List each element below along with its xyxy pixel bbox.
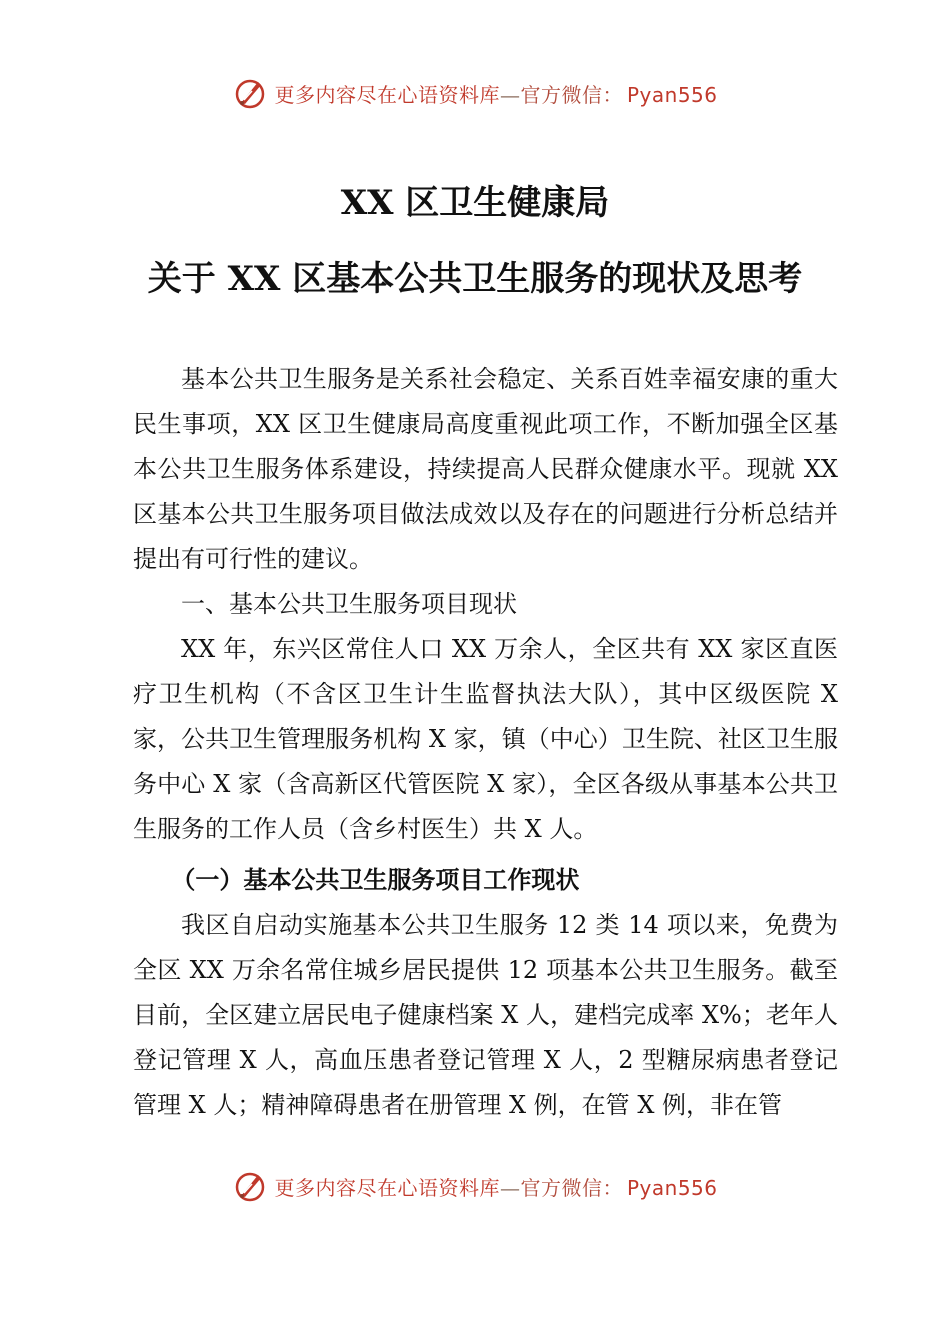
intro-paragraph: 基本公共卫生服务是关系社会稳定、关系百姓幸福安康的重大民生事项，XX 区卫生健康局高度重视此项工作，不断加强全区基本公共卫生服务体系建设，持续提高人民群众健康水平。现就 XX 区基本公共卫生服务项目做法成效以及存在的问题进行分析总结并提出有可行性的建议。: [133, 365, 838, 573]
status-paragraph: XX 年，东兴区常住人口 XX 万余人，全区共有 XX 家区直医疗卫生机构（不含区卫生计生监督执法大队），其中区级医院 X 家，公共卫生管理服务机构 X 家，镇（中心）卫生院、社区卫生服务中心 X 家（含高新区代管医院 X 家），全区各级从事基本公共卫生服务的工作人员（含乡村医生）共 X 人。: [133, 635, 838, 843]
page-title-line2: 关于 XX 区基本公共卫生服务的现状及思考: [147, 259, 803, 299]
watermark-banner-bottom: [0, 1162, 950, 1210]
document-body: [133, 357, 838, 1128]
quill-pen-circle-icon: [232, 1168, 268, 1204]
page-title-line1: XX 区卫生健康局: [340, 183, 610, 223]
watermark-text: 更多内容尽在心语资料库—官方微信： Pyan556: [274, 82, 718, 107]
watermark-text: 更多内容尽在心语资料库—官方微信： Pyan556: [274, 1175, 718, 1200]
work-paragraph: 我区自启动实施基本公共卫生服务 12 类 14 项以来，免费为全区 XX 万余名常住城乡居民提供 12 项基本公共卫生服务。截至目前，全区建立居民电子健康档案 X 人，建档完成率 X%；老年人登记管理 X 人，高血压患者登记管理 X 人，2 型糖尿病患者登记管理 X 人；精神障碍患者在册管理 X 例，在管 X 例，非在管: [133, 911, 838, 1119]
subsection-heading: （一）基本公共卫生服务项目工作现状: [171, 866, 580, 894]
quill-pen-circle-icon: [232, 75, 268, 111]
watermark-banner-top: [0, 69, 950, 117]
section-heading: 一、基本公共卫生服务项目现状: [181, 590, 517, 618]
